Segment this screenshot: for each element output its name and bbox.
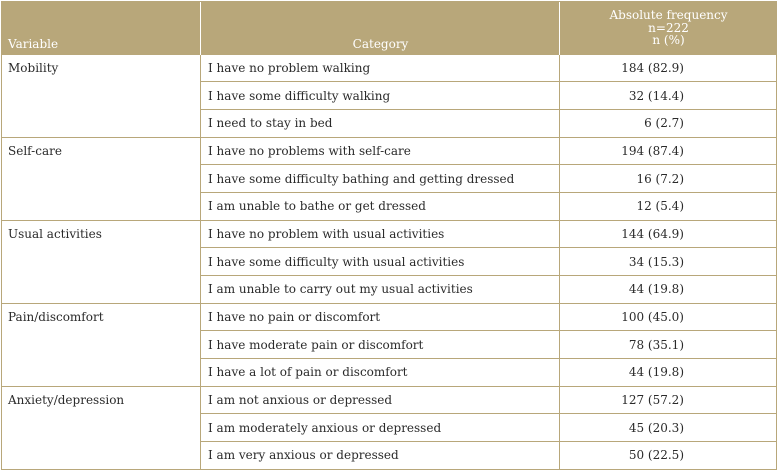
header-frequency-unit: n (%) [652,33,685,47]
table-row [201,304,776,331]
table-row [201,193,776,220]
row-category: I have some difficulty bathing and getting dressed [208,172,515,186]
row-frequency: 127 (57.2) [621,393,684,407]
row-frequency: 100 (45.0) [621,310,684,324]
row-divider [201,247,776,248]
group-variable: Usual activities [8,227,102,241]
row-category: I have some difficulty with usual activities [208,255,465,269]
row-category: I am moderately anxious or depressed [208,421,442,435]
row-divider [201,81,776,82]
header-divider [559,2,560,55]
table-row [201,442,776,469]
row-category: I am very anxious or depressed [208,448,399,462]
row-frequency: 78 (35.1) [628,338,684,352]
header-divider [200,2,201,55]
header-frequency-title: Absolute frequency [609,8,728,22]
row-frequency: 12 (5.4) [636,199,684,213]
row-frequency: 194 (87.4) [621,144,684,158]
row-divider [201,330,776,331]
row-frequency: 6 (2.7) [644,116,684,130]
row-frequency: 50 (22.5) [628,448,684,462]
row-divider [201,413,776,414]
row-frequency: 184 (82.9) [621,61,684,75]
row-category: I have no problems with self-care [208,144,411,158]
row-frequency: 32 (14.4) [628,89,684,103]
row-category: I am unable to carry out my usual activities [208,282,473,296]
table-row [201,332,776,359]
group-anxiety-depression [2,387,776,470]
header-variable: Variable [8,37,59,51]
group-self-care [2,138,776,221]
group-variable: Anxiety/depression [8,393,125,407]
header-frequency-n: n=222 [648,20,689,35]
header-frequency [561,9,776,47]
row-frequency: 44 (19.8) [628,365,684,379]
group-mobility [2,55,776,138]
row-category: I have moderate pain or discomfort [208,338,424,352]
row-category: I need to stay in bed [208,116,333,130]
row-category: I have some difficulty walking [208,89,391,103]
table-row [201,276,776,303]
table-row [201,110,776,137]
table-row [201,249,776,276]
table-row [201,221,776,248]
table-row [201,55,776,82]
table-body [2,55,776,470]
row-frequency: 44 (19.8) [628,282,684,296]
row-category: I have a lot of pain or discomfort [208,365,408,379]
table-row [201,387,776,414]
group-pain-discomfort [2,304,776,387]
row-category: I have no problem walking [208,61,371,75]
group-usual-activities [2,221,776,304]
group-variable: Mobility [8,61,59,75]
table-row [201,138,776,165]
row-category: I am unable to bathe or get dressed [208,199,426,213]
row-divider [201,164,776,165]
row-frequency: 16 (7.2) [636,172,684,186]
table-row [201,83,776,110]
eq5d-frequency-table [1,1,777,470]
table-row [201,359,776,386]
table-row [201,166,776,193]
row-frequency: 45 (20.3) [628,421,684,435]
row-category: I have no pain or discomfort [208,310,381,324]
table-header [2,2,776,55]
row-category: I am not anxious or depressed [208,393,393,407]
group-variable: Pain/discomfort [8,310,104,324]
table-row [201,415,776,442]
row-frequency: 144 (64.9) [621,227,684,241]
header-category: Category [352,37,409,51]
group-variable: Self-care [8,144,62,158]
row-frequency: 34 (15.3) [628,255,684,269]
row-category: I have no problem with usual activities [208,227,445,241]
